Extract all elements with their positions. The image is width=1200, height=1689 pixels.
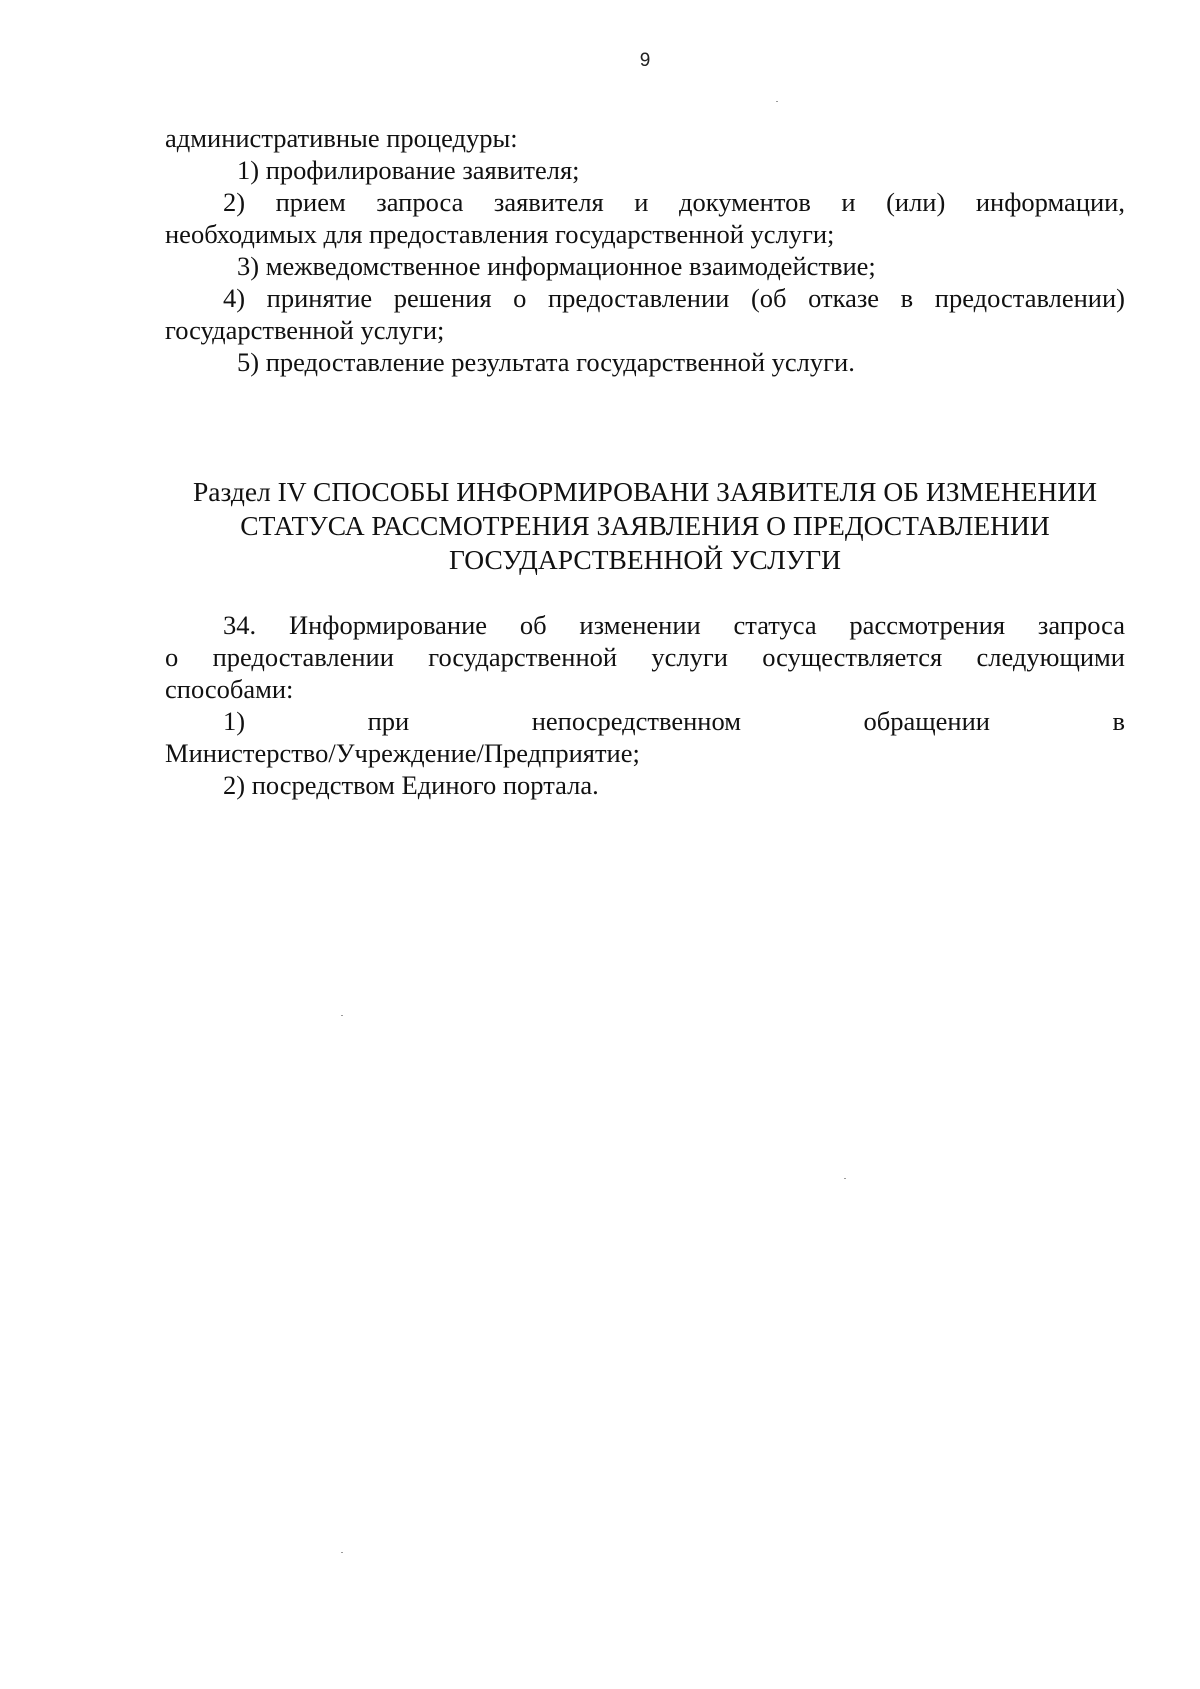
paragraph-34-item-2: 2) посредством Единого портала. [223,770,599,800]
scan-speck [844,1178,846,1179]
paragraph-34 [165,609,1125,801]
section-heading-line-3: ГОСУДАРСТВЕННОЙ УСЛУГИ [449,544,841,575]
paragraph-34-item-1-line-2: Министерство/Учреждение/Предприятие; [165,738,640,768]
procedure-item-4-line-1: 4) принятие решения о предоставлении (об отказе в предоставлении) [223,283,1125,313]
section-heading-line-1: Раздел IV СПОСОБЫ ИНФОРМИРОВАНИ ЗАЯВИТЕЛЯ ОБ ИЗМЕНЕНИИ [192,476,1098,507]
section-heading-line-2: СТАТУСА РАССМОТРЕНИЯ ЗАЯВЛЕНИЯ О ПРЕДОСТАВЛЕНИИ [240,510,1050,541]
procedure-item-1: 1) профилирование заявителя; [237,155,580,185]
procedures-block [165,122,1125,378]
paragraph-34-line-1: 34. Информирование об изменении статуса рассмотрения запроса [223,610,1125,640]
procedure-item-2-line-1: 2) прием запроса заявителя и документов и (или) информации, [223,187,1125,217]
section-heading [165,475,1125,577]
paragraph-34-line-3: способами: [165,674,294,704]
procedure-item-3: 3) межведомственное информационное взаимодействие; [237,251,876,281]
scan-speck [341,1015,343,1016]
scan-speck [776,101,778,102]
paragraph-34-item-1-line-1: 1) при непосредственном обращении в [223,706,1125,736]
paragraph-34-line-2: о предоставлении государственной услуги осуществляется следующими [165,642,1125,672]
procedures-intro: административные процедуры: [165,123,518,153]
procedure-item-2-line-2: необходимых для предоставления государственной услуги; [165,219,835,249]
page-number: 9 [639,50,651,71]
procedure-item-5: 5) предоставление результата государственной услуги. [237,347,855,377]
scan-speck [341,1552,343,1553]
procedure-item-4-line-2: государственной услуги; [165,315,445,345]
